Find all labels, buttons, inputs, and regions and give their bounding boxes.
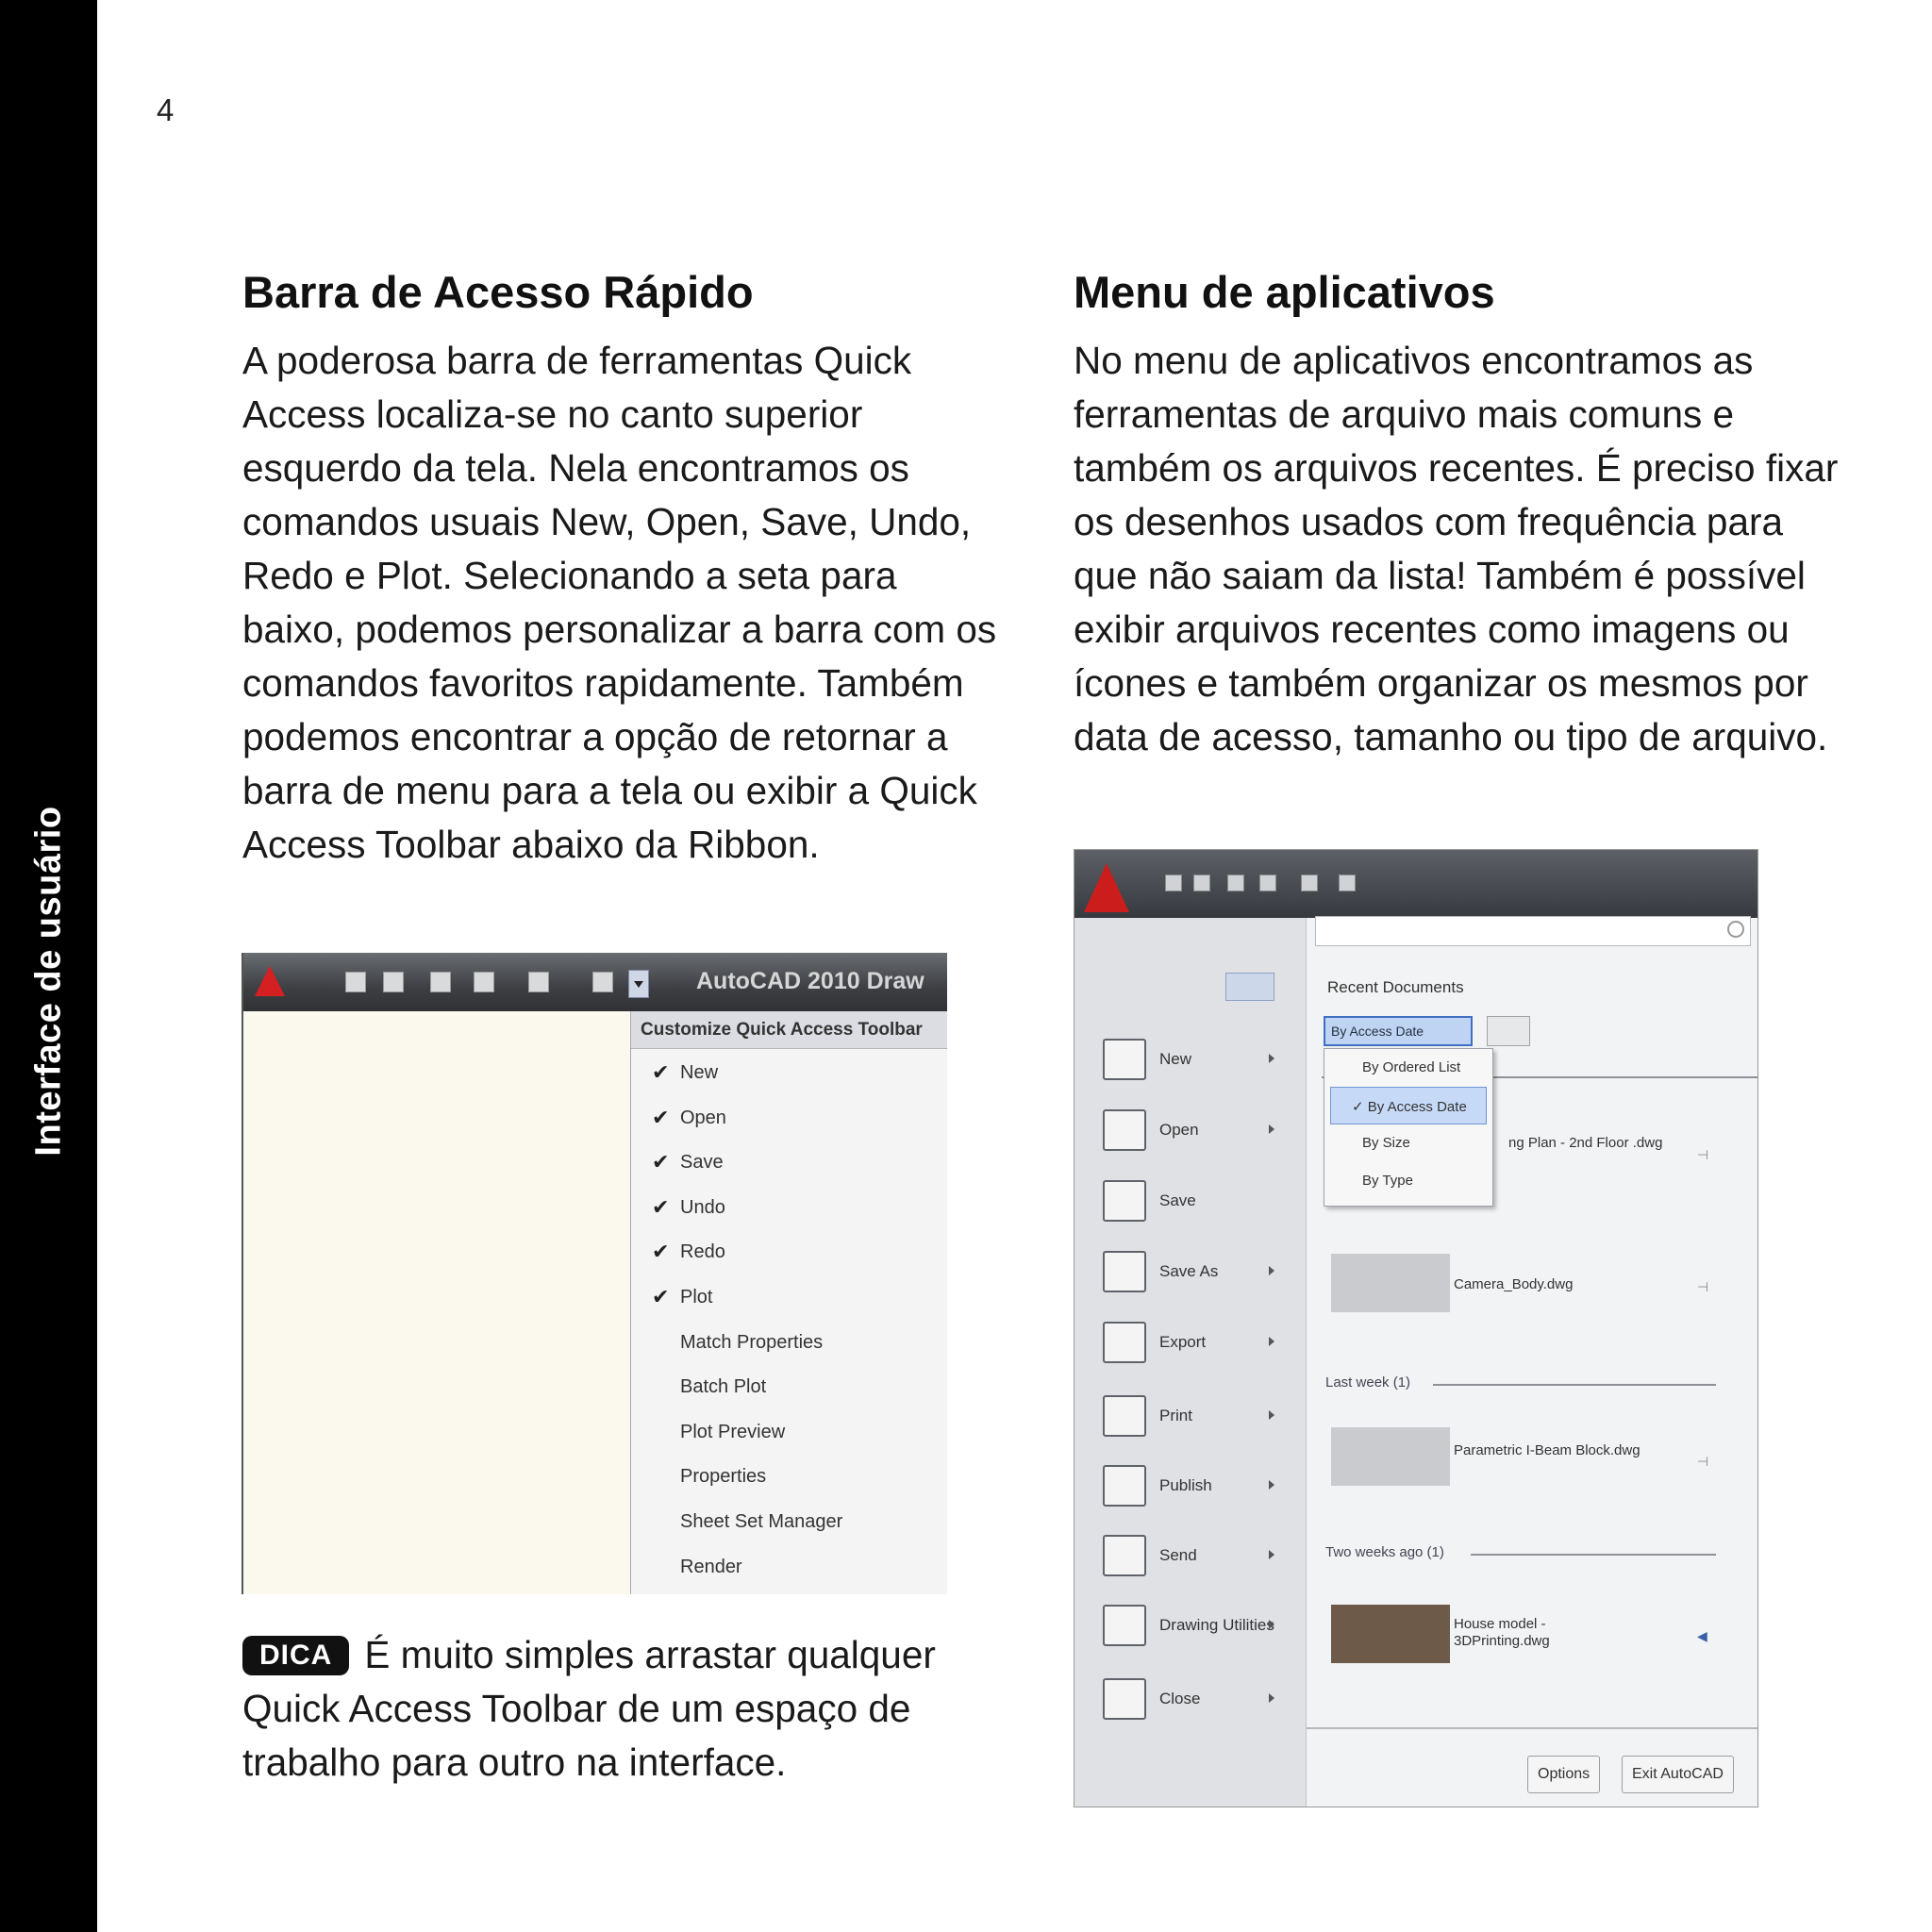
view-toggle-icon bbox=[1225, 973, 1274, 1001]
display-dropdown bbox=[1487, 1016, 1530, 1046]
pin-icon: ⊣ bbox=[1697, 1454, 1709, 1469]
recent-file: Camera_Body.dwg bbox=[1454, 1276, 1574, 1292]
command-drawing-utilities: Drawing Utilities bbox=[1103, 1605, 1301, 1652]
save-icon bbox=[1227, 874, 1244, 891]
check-icon: ✔ bbox=[652, 1105, 670, 1129]
menu-item: ✔ Redo bbox=[652, 1240, 725, 1264]
sort-dropdown: By Access Date bbox=[1324, 1016, 1473, 1046]
customize-dropdown-button bbox=[628, 970, 649, 998]
right-paragraph: No menu de aplicativos encontramos as ferramentas de arquivo mais comuns e também os arquivos recentes. É preciso fixar os desenhos usados com frequência para que não saiam da lista! Também é possível exibir arquivos recentes como imagens ou ícones e também organizar os mesmos por data de acesso, tamanho ou tipo de arquivo. bbox=[1074, 339, 1839, 758]
tip-badge: DICA bbox=[242, 1636, 349, 1675]
plot-icon bbox=[1339, 874, 1356, 891]
file-thumbnail bbox=[1331, 1254, 1450, 1312]
right-column bbox=[1074, 262, 1857, 764]
tip-text: É muito simples arrastar qualquer Quick Access Toolbar de um espaço de trabalho para outro na interface. bbox=[242, 1633, 936, 1784]
open-icon bbox=[1193, 874, 1210, 891]
save-icon bbox=[1103, 1180, 1146, 1222]
sort-option-selected: ✓ By Access Date bbox=[1330, 1087, 1487, 1124]
exit-autocad-button: Exit AutoCAD bbox=[1622, 1756, 1734, 1793]
undo-icon bbox=[1259, 874, 1276, 891]
publish-icon bbox=[1103, 1465, 1146, 1507]
quick-access-screenshot bbox=[242, 953, 947, 1594]
send-icon bbox=[1103, 1535, 1146, 1576]
divider bbox=[1471, 1554, 1716, 1556]
side-strip bbox=[0, 0, 97, 1932]
search-icon bbox=[1727, 921, 1744, 938]
menu-item: Match Properties bbox=[680, 1331, 824, 1353]
check-icon: ✔ bbox=[652, 1240, 670, 1264]
options-button: Options bbox=[1527, 1756, 1600, 1793]
section-label: Interface de usuário bbox=[28, 806, 69, 1157]
sort-option: By Size bbox=[1362, 1135, 1410, 1151]
sort-options-menu bbox=[1324, 1048, 1493, 1207]
quick-access-toolbar bbox=[243, 953, 947, 1011]
menu-item: ✔ Undo bbox=[652, 1194, 725, 1219]
command-save-as: Save As bbox=[1103, 1251, 1301, 1298]
left-heading: Barra de Acesso Rápido bbox=[242, 267, 754, 317]
open-icon bbox=[383, 972, 404, 992]
group-label: Two weeks ago (1) bbox=[1325, 1544, 1444, 1560]
check-icon: ✔ bbox=[652, 1194, 670, 1219]
divider bbox=[1307, 1727, 1758, 1729]
export-icon bbox=[1103, 1322, 1146, 1363]
plot-icon bbox=[592, 972, 613, 992]
divider bbox=[1433, 1384, 1716, 1386]
save-icon bbox=[430, 972, 451, 992]
command-export: Export bbox=[1103, 1322, 1301, 1369]
redo-icon bbox=[528, 972, 549, 992]
new-icon bbox=[1165, 874, 1182, 891]
menu-item: Properties bbox=[680, 1466, 767, 1488]
menu-item: Render bbox=[680, 1556, 742, 1577]
redo-icon bbox=[1301, 874, 1318, 891]
menu-item: Batch Plot bbox=[680, 1376, 767, 1398]
command-close: Close bbox=[1103, 1678, 1301, 1725]
sort-option: By Type bbox=[1362, 1173, 1413, 1189]
autocad-logo-icon bbox=[255, 966, 285, 996]
menu-item: Plot Preview bbox=[680, 1421, 786, 1442]
group-label: Last week (1) bbox=[1325, 1374, 1411, 1391]
menu-item: ✔ Plot bbox=[652, 1284, 713, 1308]
open-icon bbox=[1103, 1109, 1146, 1151]
page-number: 4 bbox=[157, 92, 175, 127]
new-icon bbox=[1103, 1039, 1146, 1080]
print-icon bbox=[1103, 1395, 1146, 1437]
file-thumbnail bbox=[1331, 1427, 1450, 1486]
command-new: New bbox=[1103, 1039, 1301, 1086]
file-thumbnail bbox=[1331, 1605, 1450, 1663]
customize-menu bbox=[630, 1011, 947, 1594]
search-input bbox=[1315, 916, 1751, 946]
check-icon: ✔ bbox=[652, 1150, 670, 1174]
undo-icon bbox=[474, 972, 494, 992]
close-icon bbox=[1103, 1678, 1146, 1720]
recent-file: House model - 3DPrinting.dwg bbox=[1454, 1616, 1550, 1649]
recent-documents-title: Recent Documents bbox=[1327, 978, 1464, 996]
left-paragraph: A poderosa barra de ferramentas Quick Access localiza-se no canto superior esquerdo da tela. Nela encontramos os comandos usuais New, Open, Save, Undo, Redo e Plot. Selecionando a seta para baixo, podemos personalizar a barra com os comandos favoritos rapidamente. Também podemos encontrar a opção de retornar a barra de menu para a tela ou exibir a Quick Access Toolbar abaixo da Ribbon. bbox=[242, 339, 997, 866]
menu-item: ✔ New bbox=[652, 1060, 719, 1084]
window-title: AutoCAD 2010 Draw bbox=[696, 968, 924, 994]
command-save: Save bbox=[1103, 1180, 1301, 1227]
application-titlebar bbox=[1074, 850, 1758, 918]
command-print: Print bbox=[1103, 1395, 1301, 1442]
right-heading: Menu de aplicativos bbox=[1074, 267, 1495, 317]
pin-icon: ⊣ bbox=[1697, 1147, 1709, 1162]
menu-item: ✔ Open bbox=[652, 1105, 726, 1129]
recent-file: Parametric I-Beam Block.dwg bbox=[1454, 1442, 1641, 1458]
check-icon: ✔ bbox=[652, 1060, 670, 1084]
left-column bbox=[242, 262, 997, 872]
command-send: Send bbox=[1103, 1535, 1301, 1582]
command-publish: Publish bbox=[1103, 1465, 1301, 1512]
new-icon bbox=[345, 972, 366, 992]
menu-item: ✔ Save bbox=[652, 1150, 724, 1174]
check-icon: ✔ bbox=[652, 1284, 670, 1308]
pin-icon: ◀ bbox=[1697, 1628, 1707, 1643]
utilities-icon bbox=[1103, 1605, 1146, 1646]
application-menu-screenshot bbox=[1074, 849, 1758, 1807]
menu-item: Sheet Set Manager bbox=[680, 1510, 843, 1532]
autocad-logo-icon bbox=[1084, 863, 1129, 912]
recent-file: ng Plan - 2nd Floor .dwg bbox=[1508, 1135, 1663, 1151]
command-open: Open bbox=[1103, 1109, 1301, 1157]
save-as-icon bbox=[1103, 1251, 1146, 1292]
sort-option: By Ordered List bbox=[1362, 1059, 1461, 1075]
tip-box bbox=[242, 1628, 997, 1790]
menu-header: Customize Quick Access Toolbar bbox=[631, 1011, 947, 1049]
pin-icon: ⊣ bbox=[1697, 1279, 1709, 1294]
